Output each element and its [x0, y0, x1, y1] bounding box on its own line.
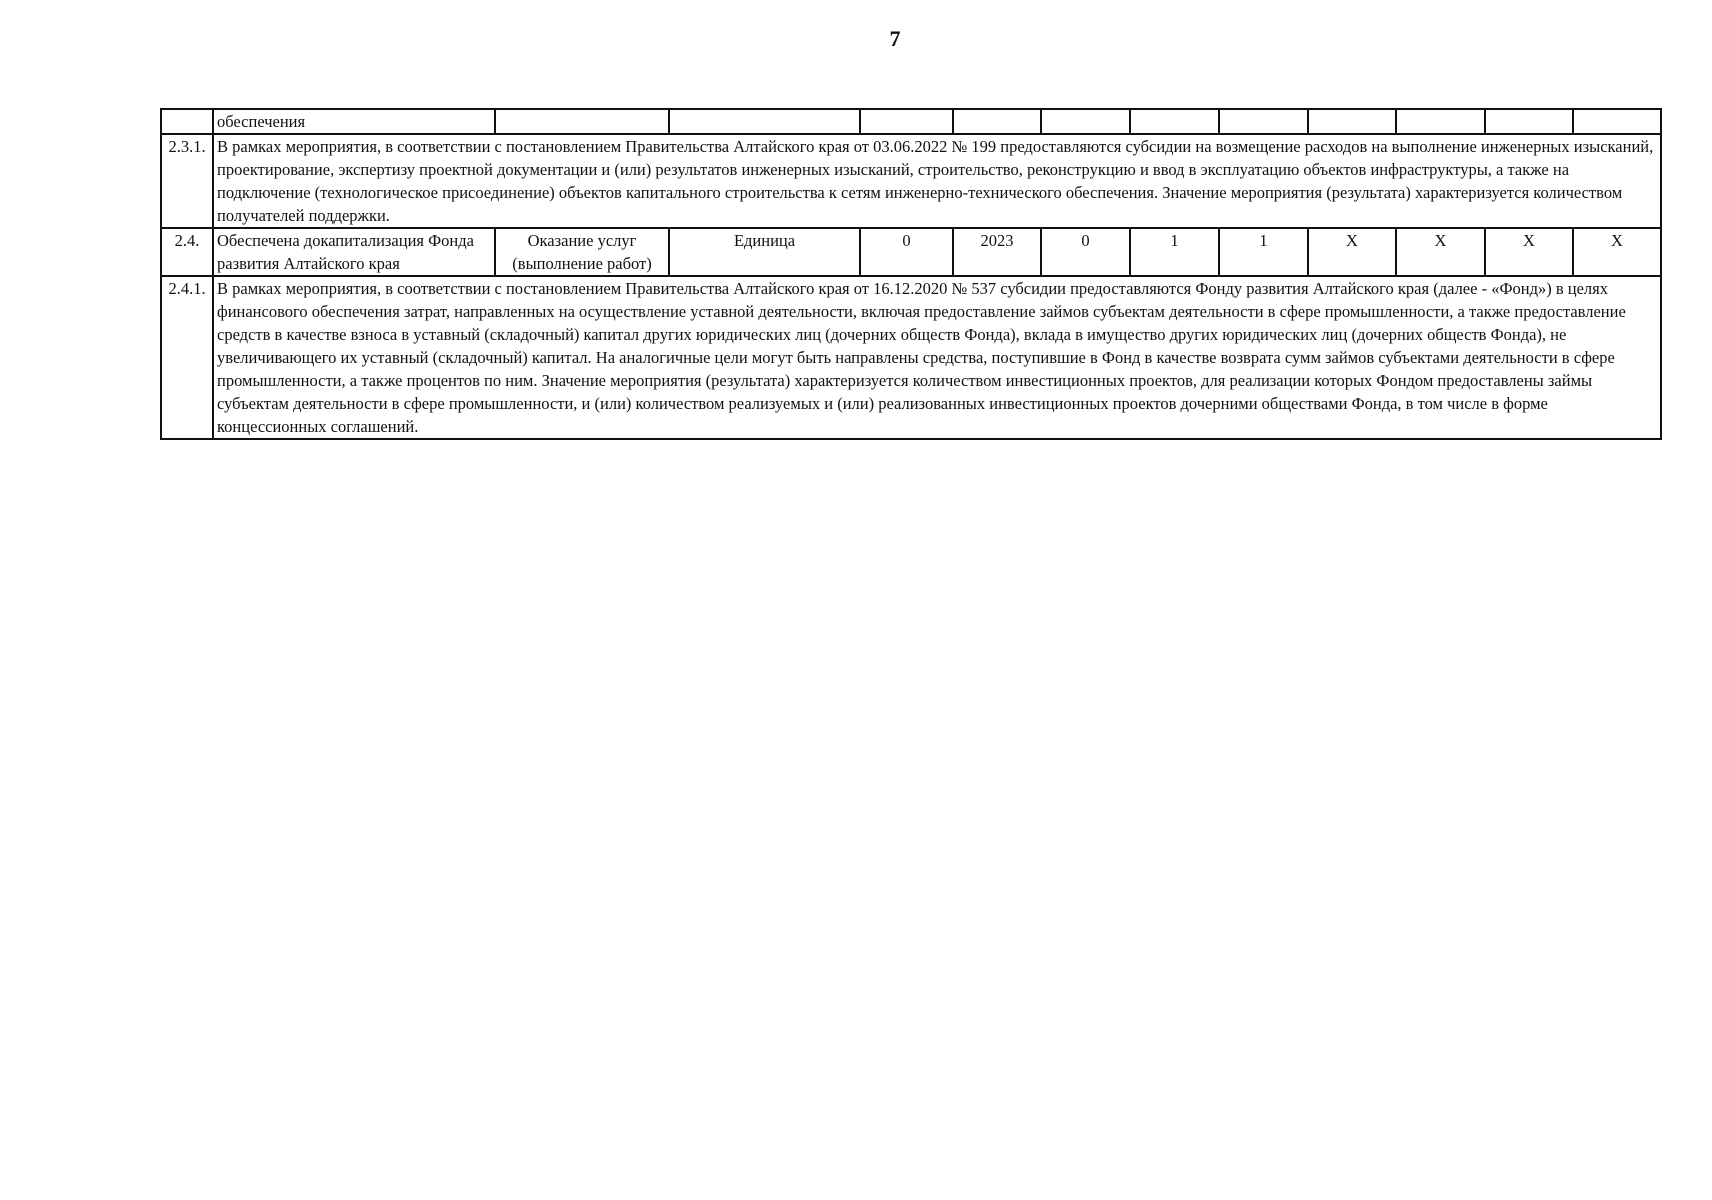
unit-of-measure: Единица — [669, 228, 860, 276]
measure-description: В рамках мероприятия, в соответствии с постановлением Правительства Алтайского края от 16.12.2020 № 537 субсидии предоставляются Фонду развития Алтайского края (далее - «Фонд») в целях финансового обеспечения затрат, направленных на осуществление уставной деятельности, включая предоставление займов субъектам деятельности в сфере промышленности, а также предоставление средств в качестве взноса в уставный (складочный) капитал других юридических лиц (дочерних обществ Фонда), вклада в имущество других юридических лиц (дочерних обществ Фонда), не увеличивающего их уставный (складочный) капитал. На аналогичные цели могут быть направлены средства, поступившие в Фонд в качестве возврата сумм займов субъектами деятельности в сфере промышленности, а также процентов по ним. Значение мероприятия (результата) характеризуется количеством инвестиционных проектов, для реализации которых Фондом предоставлены займы субъектам деятельности в сфере промышленности, и (или) количеством реализуемых и (или) реализованных инвестиционных проектов дочерними обществами Фонда, в том числе в форме концессионных соглашений. — [213, 276, 1661, 439]
row-number: 2.4.1. — [161, 276, 213, 439]
cell-num-empty — [161, 109, 213, 134]
row-number: 2.3.1. — [161, 134, 213, 228]
result-name: Обеспечена докапитализация Фонда развития Алтайского края — [213, 228, 495, 276]
table-row-2-4 — [161, 228, 1661, 276]
value-2: 1 — [1130, 228, 1219, 276]
cell-empty — [953, 109, 1041, 134]
cell-name-continuation: обеспечения — [213, 109, 495, 134]
measures-table — [160, 108, 1662, 440]
page-number: 7 — [889, 26, 901, 51]
table-row-2-4-1 — [161, 276, 1661, 439]
base-year: 2023 — [953, 228, 1041, 276]
cell-empty — [1130, 109, 1219, 134]
cell-empty — [1041, 109, 1130, 134]
value-5: Х — [1396, 228, 1485, 276]
value-4: Х — [1308, 228, 1396, 276]
measure-description: В рамках мероприятия, в соответствии с постановлением Правительства Алтайского края от 03.06.2022 № 199 предоставляются субсидии на возмещение расходов на выполнение инженерных изысканий, проектирование, экспертизу проектной документации и (или) результатов инженерных изысканий, строительство, реконструкцию и ввод в эксплуатацию объектов инфраструктуры, а также на подключение (технологическое присоединение) объектов капитального строительства к сетям инженерно-технического обеспечения. Значение мероприятия (результата) характеризуется количеством получателей поддержки. — [213, 134, 1661, 228]
result-type: Оказание услуг (выполнение работ) — [495, 228, 669, 276]
row-number: 2.4. — [161, 228, 213, 276]
table-row-2-3-1 — [161, 134, 1661, 228]
cell-empty — [1573, 109, 1661, 134]
cell-empty — [669, 109, 860, 134]
cell-empty — [495, 109, 669, 134]
value-7: Х — [1573, 228, 1661, 276]
cell-empty — [1219, 109, 1308, 134]
table-row-continuation — [161, 109, 1661, 134]
value-3: 1 — [1219, 228, 1308, 276]
base-value: 0 — [860, 228, 953, 276]
cell-empty — [1485, 109, 1573, 134]
cell-empty — [1396, 109, 1485, 134]
value-6: Х — [1485, 228, 1573, 276]
cell-empty — [860, 109, 953, 134]
value-1: 0 — [1041, 228, 1130, 276]
cell-empty — [1308, 109, 1396, 134]
